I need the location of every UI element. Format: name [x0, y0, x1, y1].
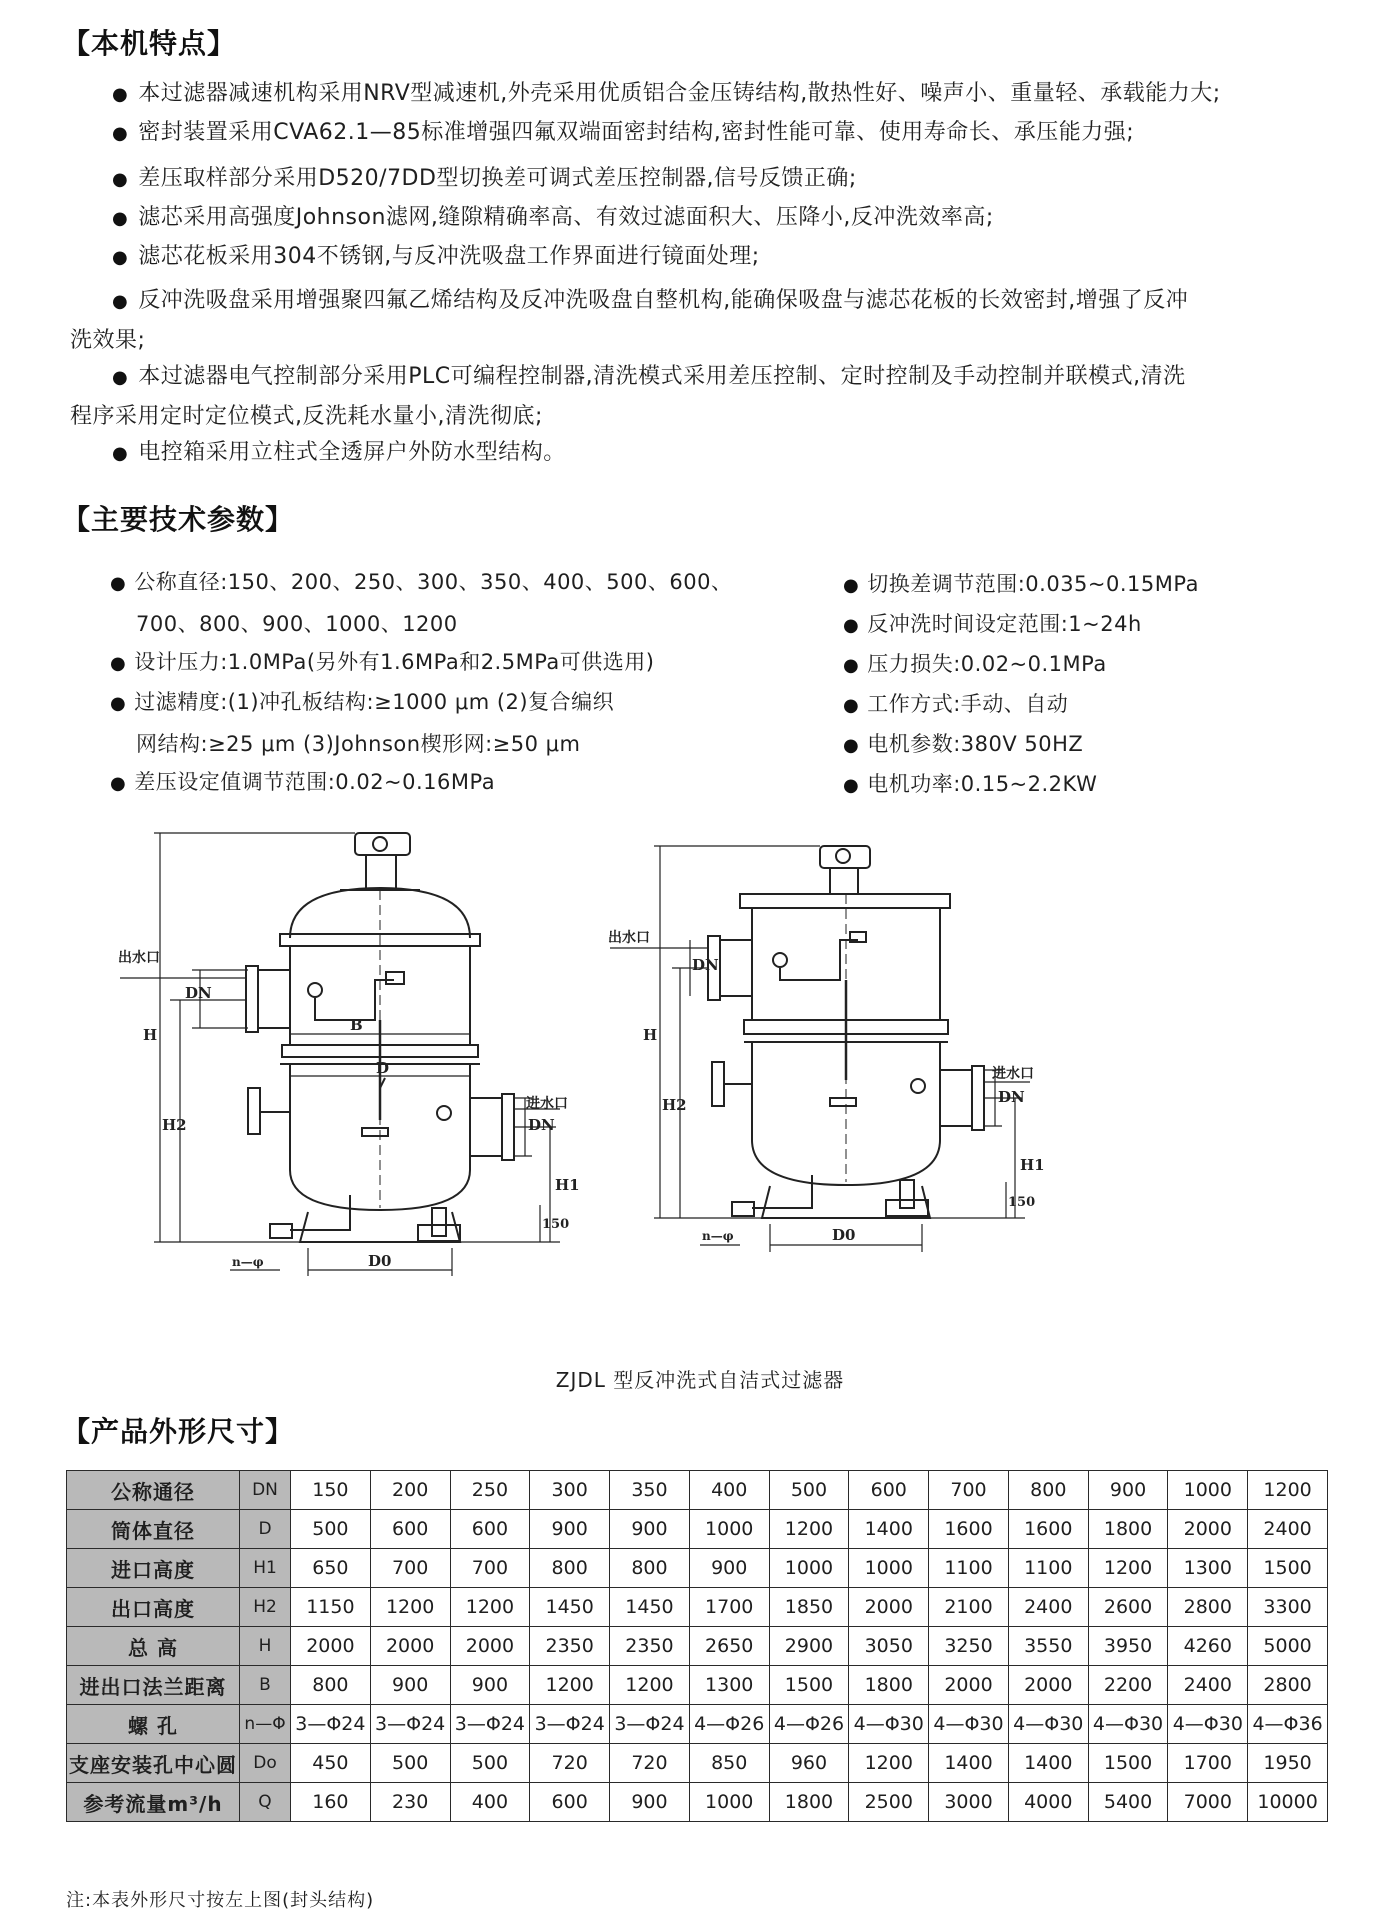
table-cell: 3000 [929, 1783, 1009, 1822]
table-cell: 600 [450, 1510, 530, 1549]
table-cell: 4000 [1008, 1783, 1088, 1822]
table-cell: 1300 [1168, 1549, 1248, 1588]
table-cell: 3—Φ24 [610, 1705, 690, 1744]
table-cell: 1450 [530, 1588, 610, 1627]
table-cell: 700 [450, 1549, 530, 1588]
row-label: 进口高度 [67, 1549, 240, 1588]
table-cell: 600 [370, 1510, 450, 1549]
table-cell: 5400 [1088, 1783, 1168, 1822]
table-cell: 250 [450, 1471, 530, 1510]
left-h1-label: H1 [555, 1176, 580, 1194]
left-inlet-label: 进水口 [526, 1096, 568, 1112]
table-cell: 500 [769, 1471, 849, 1510]
table-cell: 4260 [1168, 1627, 1248, 1666]
left-dn-out-label: DN [185, 984, 212, 1002]
row-symbol: H1 [240, 1549, 291, 1588]
table-cell: 1800 [769, 1783, 849, 1822]
table-cell: 1000 [769, 1549, 849, 1588]
table-cell: 10000 [1248, 1783, 1328, 1822]
left-150-label: 150 [542, 1217, 570, 1232]
table-cell: 3550 [1008, 1627, 1088, 1666]
table-cell: 1300 [689, 1666, 769, 1705]
table-cell: 1850 [769, 1588, 849, 1627]
table-cell: 3950 [1088, 1627, 1168, 1666]
table-cell: 2900 [769, 1627, 849, 1666]
table-cell: 1800 [849, 1666, 929, 1705]
dimensions-heading: 【产品外形尺寸】 [62, 1415, 295, 1448]
table-cell: 1200 [769, 1510, 849, 1549]
right-h2-label: H2 [662, 1096, 687, 1114]
row-symbol: B [240, 1666, 291, 1705]
table-cell: 600 [530, 1783, 610, 1822]
table-cell: 2000 [370, 1627, 450, 1666]
table-cell: 700 [929, 1471, 1009, 1510]
feature-item: ● 滤芯花板采用304不锈钢,与反冲洗吸盘工作界面进行镜面处理; [112, 244, 760, 269]
table-cell: 900 [370, 1666, 450, 1705]
table-cell: 400 [450, 1783, 530, 1822]
table-cell: 1200 [849, 1744, 929, 1783]
table-cell: 2200 [1088, 1666, 1168, 1705]
right-outlet-label: 出水口 [608, 930, 650, 946]
table-cell: 230 [370, 1783, 450, 1822]
table-cell: 4—Φ30 [929, 1705, 1009, 1744]
table-cell: 4—Φ26 [689, 1705, 769, 1744]
table-row [67, 1549, 1328, 1588]
right-holes-label: n—φ [702, 1229, 734, 1243]
table-cell: 1400 [929, 1744, 1009, 1783]
table-cell: 160 [291, 1783, 371, 1822]
feature-item: ● 滤芯采用高强度Johnson滤网,缝隙精确率高、有效过滤面积大、压降小,反冲洗效率高; [112, 205, 994, 230]
left-h-label: H [143, 1026, 158, 1044]
table-cell: 150 [291, 1471, 371, 1510]
features-heading: 【本机特点】 [62, 27, 237, 60]
table-cell: 1400 [1008, 1744, 1088, 1783]
table-cell: 800 [1008, 1471, 1088, 1510]
table-cell: 2000 [291, 1627, 371, 1666]
table-cell: 1700 [1168, 1744, 1248, 1783]
dimensions-table [66, 1470, 1328, 1822]
left-dn-in-label: DN [528, 1116, 555, 1134]
filter-technical-drawing [118, 830, 1220, 1300]
table-cell: 1200 [530, 1666, 610, 1705]
row-label: 总 高 [67, 1627, 240, 1666]
table-note: 注:本表外形尺寸按左上图(封头结构) [66, 1890, 375, 1911]
right-h1-label: H1 [1020, 1156, 1045, 1174]
table-cell: 2000 [1008, 1666, 1088, 1705]
table-cell: 900 [450, 1666, 530, 1705]
left-d0-label: D0 [368, 1252, 392, 1270]
table-cell: 5000 [1248, 1627, 1328, 1666]
table-cell: 4—Φ26 [769, 1705, 849, 1744]
spec-item: ● 电机参数:380V 50HZ [843, 732, 1084, 756]
table-cell: 3—Φ24 [530, 1705, 610, 1744]
table-cell: 650 [291, 1549, 371, 1588]
left-d-label: D [376, 1059, 390, 1077]
left-filter-drawing [246, 833, 514, 1242]
table-cell: 1500 [1088, 1744, 1168, 1783]
row-label: 出口高度 [67, 1588, 240, 1627]
left-b-label: B [350, 1016, 363, 1034]
table-cell: 3—Φ24 [370, 1705, 450, 1744]
table-cell: 200 [370, 1471, 450, 1510]
table-cell: 7000 [1168, 1783, 1248, 1822]
table-cell: 2350 [610, 1627, 690, 1666]
table-cell: 3300 [1248, 1588, 1328, 1627]
spec-item: ● 公称直径:150、200、250、300、350、400、500、600、 700、800、900、1000、1200 [110, 570, 733, 636]
table-cell: 1000 [689, 1510, 769, 1549]
table-cell: 1500 [1248, 1549, 1328, 1588]
spec-item: ● 电机功率:0.15~2.2KW [843, 772, 1098, 796]
table-cell: 1600 [929, 1510, 1009, 1549]
table-row [67, 1627, 1328, 1666]
spec-item: ● 工作方式:手动、自动 [843, 692, 1069, 716]
table-cell: 4—Φ30 [849, 1705, 929, 1744]
row-symbol: DN [240, 1471, 291, 1510]
table-cell: 500 [370, 1744, 450, 1783]
table-cell: 600 [849, 1471, 929, 1510]
feature-item: ● 本过滤器减速机构采用NRV型减速机,外壳采用优质铝合金压铸结构,散热性好、噪声小、重量轻、承载能力大; [112, 81, 1221, 106]
table-cell: 2650 [689, 1627, 769, 1666]
table-cell: 1000 [1168, 1471, 1248, 1510]
row-label: 公称通径 [67, 1471, 240, 1510]
table-cell: 300 [530, 1471, 610, 1510]
table-cell: 350 [610, 1471, 690, 1510]
table-cell: 2800 [1168, 1588, 1248, 1627]
table-cell: 1200 [1088, 1549, 1168, 1588]
spec-item: ● 切换差调节范围:0.035~0.15MPa [843, 572, 1199, 596]
table-cell: 900 [689, 1549, 769, 1588]
feature-item: ● 本过滤器电气控制部分采用PLC可编程控制器,清洗模式采用差压控制、定时控制及手动控制并联模式,清洗 程序采用定时定位模式,反洗耗水量小,清洗彻底; [70, 364, 1186, 429]
row-symbol: H [240, 1627, 291, 1666]
table-cell: 1800 [1088, 1510, 1168, 1549]
table-cell: 1950 [1248, 1744, 1328, 1783]
table-cell: 2000 [929, 1666, 1009, 1705]
left-h2-label: H2 [162, 1116, 187, 1134]
table-cell: 2350 [530, 1627, 610, 1666]
table-cell: 2800 [1248, 1666, 1328, 1705]
table-cell: 1200 [370, 1588, 450, 1627]
right-inlet-label: 进水口 [992, 1066, 1034, 1082]
right-dn-out-label: DN [692, 956, 719, 974]
table-cell: 850 [689, 1744, 769, 1783]
table-cell: 500 [450, 1744, 530, 1783]
row-label: 筒体直径 [67, 1510, 240, 1549]
spec-item: ● 设计压力:1.0MPa(另外有1.6MPa和2.5MPa可供选用) [110, 650, 655, 674]
table-cell: 1450 [610, 1588, 690, 1627]
table-cell: 1200 [450, 1588, 530, 1627]
table-cell: 2000 [450, 1627, 530, 1666]
row-label: 螺 孔 [67, 1705, 240, 1744]
row-symbol: H2 [240, 1588, 291, 1627]
spec-item: ● 差压设定值调节范围:0.02~0.16MPa [110, 770, 496, 794]
table-cell: 700 [370, 1549, 450, 1588]
table-cell: 800 [530, 1549, 610, 1588]
table-cell: 4—Φ30 [1088, 1705, 1168, 1744]
table-cell: 1200 [610, 1666, 690, 1705]
table-cell: 500 [291, 1510, 371, 1549]
table-cell: 1200 [1248, 1471, 1328, 1510]
specs-heading: 【主要技术参数】 [62, 503, 295, 536]
table-cell: 2600 [1088, 1588, 1168, 1627]
row-symbol: D [240, 1510, 291, 1549]
table-cell: 1150 [291, 1588, 371, 1627]
table-cell: 720 [530, 1744, 610, 1783]
right-filter-drawing [708, 846, 984, 1218]
table-cell: 1100 [1008, 1549, 1088, 1588]
right-d0-label: D0 [832, 1226, 856, 1244]
table-row [67, 1705, 1328, 1744]
table-cell: 3250 [929, 1627, 1009, 1666]
table-cell: 2400 [1008, 1588, 1088, 1627]
table-cell: 450 [291, 1744, 371, 1783]
table-cell: 1000 [849, 1549, 929, 1588]
table-cell: 3—Φ24 [291, 1705, 371, 1744]
table-cell: 4—Φ36 [1248, 1705, 1328, 1744]
feature-item: ● 反冲洗吸盘采用增强聚四氟乙烯结构及反冲洗吸盘自整机构,能确保吸盘与滤芯花板的长效密封,增强了反冲 洗效果; [70, 288, 1189, 353]
table-cell: 1000 [689, 1783, 769, 1822]
table-cell: 3050 [849, 1627, 929, 1666]
row-symbol: Do [240, 1744, 291, 1783]
table-cell: 900 [530, 1510, 610, 1549]
table-cell: 3—Φ24 [450, 1705, 530, 1744]
left-outlet-label: 出水口 [118, 950, 160, 966]
table-cell: 1600 [1008, 1510, 1088, 1549]
table-cell: 1400 [849, 1510, 929, 1549]
table-row [67, 1783, 1328, 1822]
table-cell: 960 [769, 1744, 849, 1783]
table-row [67, 1471, 1328, 1510]
table-cell: 1100 [929, 1549, 1009, 1588]
table-cell: 2400 [1248, 1510, 1328, 1549]
table-cell: 400 [689, 1471, 769, 1510]
table-row [67, 1510, 1328, 1549]
table-cell: 900 [1088, 1471, 1168, 1510]
spec-item: ● 过滤精度:(1)冲孔板结构:≥1000 μm (2)复合编织 网结构:≥25 μm (3)Johnson楔形网:≥50 μm [110, 690, 615, 756]
row-label: 进出口法兰距离 [67, 1666, 240, 1705]
table-cell: 2000 [1168, 1510, 1248, 1549]
row-label: 参考流量m³/h [67, 1783, 240, 1822]
table-cell: 4—Φ30 [1168, 1705, 1248, 1744]
feature-item: ● 密封装置采用CVA62.1—85标准增强四氟双端面密封结构,密封性能可靠、使用寿命长、承压能力强; [112, 120, 1135, 145]
table-cell: 800 [610, 1549, 690, 1588]
table-row [67, 1666, 1328, 1705]
table-cell: 1700 [689, 1588, 769, 1627]
row-label: 支座安装孔中心圆 [67, 1744, 240, 1783]
table-cell: 900 [610, 1783, 690, 1822]
spec-item: ● 反冲洗时间设定范围:1~24h [843, 612, 1142, 636]
left-holes-label: n—φ [232, 1255, 264, 1269]
table-cell: 2000 [849, 1588, 929, 1627]
diagram-caption: ZJDL 型反冲洗式自洁式过滤器 [555, 1368, 845, 1392]
table-cell: 720 [610, 1744, 690, 1783]
row-symbol: n—Φ [240, 1705, 291, 1744]
feature-item: ● 电控箱采用立柱式全透屏户外防水型结构。 [112, 440, 566, 465]
table-cell: 2100 [929, 1588, 1009, 1627]
table-row [67, 1588, 1328, 1627]
right-dn-in-label: DN [998, 1088, 1025, 1106]
table-cell: 2400 [1168, 1666, 1248, 1705]
right-h-label: H [643, 1026, 658, 1044]
feature-item: ● 差压取样部分采用D520/7DD型切换差可调式差压控制器,信号反馈正确; [112, 166, 857, 191]
table-cell: 1500 [769, 1666, 849, 1705]
table-cell: 4—Φ30 [1008, 1705, 1088, 1744]
table-row [67, 1744, 1328, 1783]
table-cell: 2500 [849, 1783, 929, 1822]
table-cell: 800 [291, 1666, 371, 1705]
right-150-label: 150 [1008, 1195, 1036, 1210]
table-cell: 900 [610, 1510, 690, 1549]
row-symbol: Q [240, 1783, 291, 1822]
spec-item: ● 压力损失:0.02~0.1MPa [843, 652, 1107, 676]
